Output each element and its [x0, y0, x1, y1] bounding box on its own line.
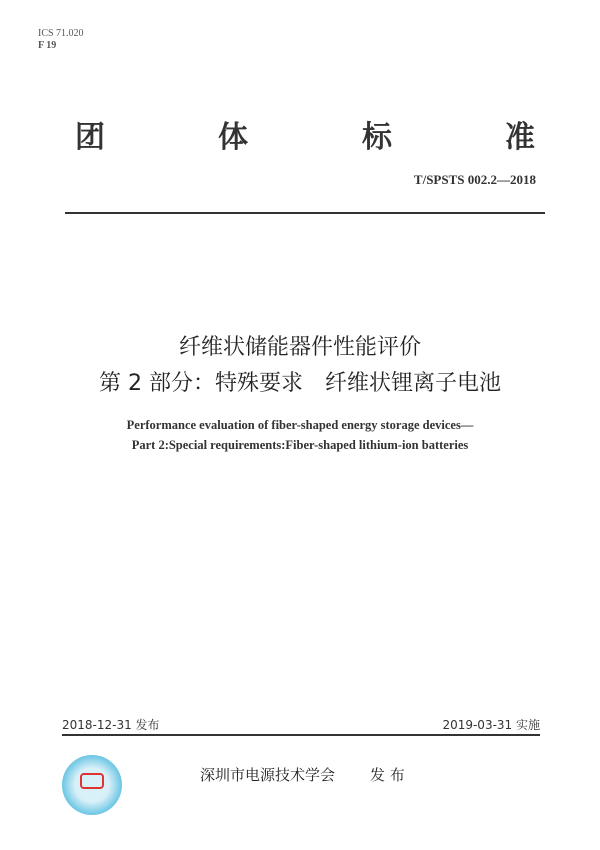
doc-type-char: 准 [505, 120, 535, 155]
publisher-seal-logo [62, 755, 122, 815]
publish-action: 发 布 [370, 766, 405, 784]
doc-type-char: 体 [218, 120, 248, 155]
title-en-line2: Part 2:Special requirements:Fiber-shaped lithium-ion batteries [131, 438, 469, 452]
header-rule [65, 212, 545, 214]
doc-type-char: 团 [75, 120, 105, 155]
footer-rule [62, 734, 540, 736]
implement-date: 2019-03-31 实施 [442, 718, 540, 732]
ccs-code: F 19 [38, 40, 57, 51]
doc-type-char: 标 [362, 120, 392, 155]
title-en-line1: Performance evaluation of fiber-shaped energy storage devices— [126, 418, 474, 432]
logo-mark [80, 773, 104, 789]
title-cn-line1: 纤维状储能器件性能评价 [178, 335, 421, 360]
ics-code: ICS 71.020 [38, 28, 84, 39]
title-cn-line2: 第 2 部分：特殊要求 纤维状锂离子电池 [99, 371, 501, 396]
standard-code: T/SPSTS 002.2—2018 [413, 172, 536, 187]
publisher-name: 深圳市电源技术学会 [200, 766, 336, 784]
issue-date: 2018-12-31 发布 [62, 718, 160, 732]
